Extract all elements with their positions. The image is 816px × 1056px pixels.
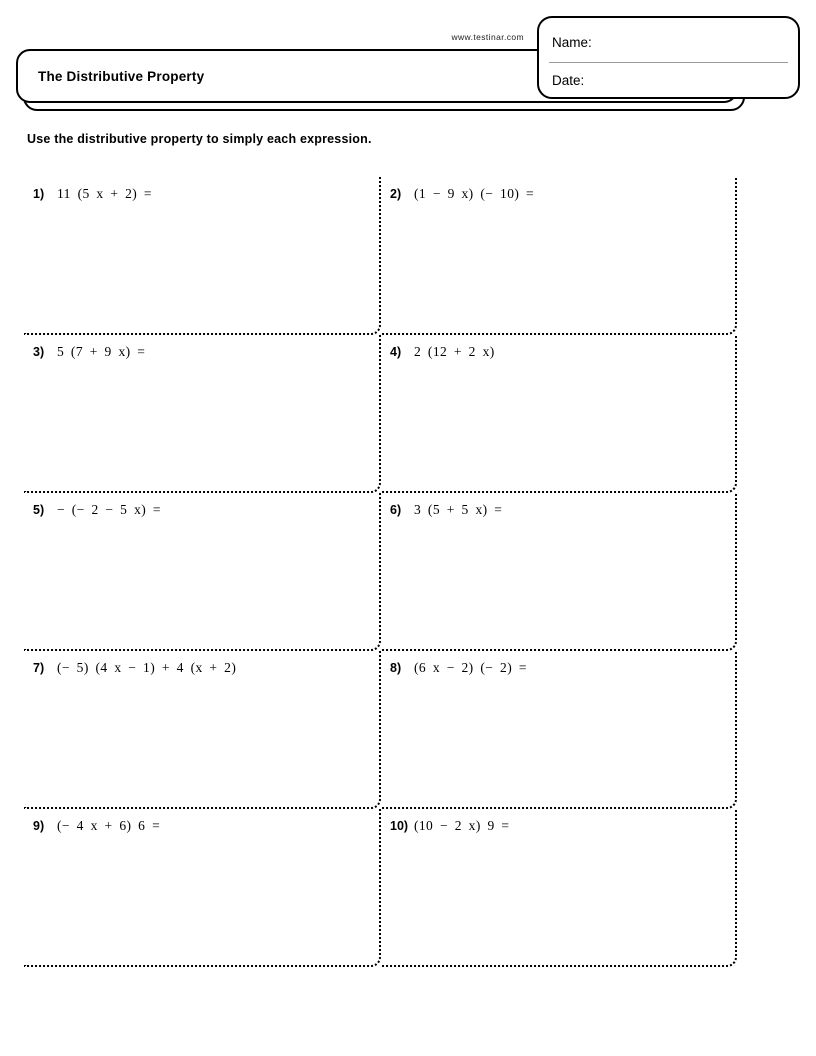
problem-expression: 3 (5 + 5 x) = — [414, 502, 503, 517]
problem-cell-1 — [24, 177, 381, 335]
problem-number: 7) — [33, 661, 45, 675]
name-label: Name: — [552, 35, 592, 50]
problem-expression: (− 4 x + 6) 6 = — [57, 818, 161, 833]
instruction-text: Use the distributive property to simply each expression. — [27, 132, 372, 146]
problem-cell-6 — [381, 493, 737, 651]
problem-number: 6) — [390, 503, 402, 517]
problem-expression: 5 (7 + 9 x) = — [57, 344, 146, 359]
problem-cell-7 — [24, 651, 381, 809]
problem-expression: (1 − 9 x) (− 10) = — [414, 186, 535, 201]
name-date-box — [537, 16, 800, 99]
problem-cell-10 — [381, 809, 737, 967]
problem-cell-4 — [381, 335, 737, 493]
website-url: www.testinar.com — [451, 32, 524, 42]
problem-number: 4) — [390, 345, 402, 359]
problem-number: 10) — [390, 819, 409, 833]
page-title: The Distributive Property — [38, 68, 205, 84]
problems-grid — [24, 177, 737, 967]
name-write-line — [549, 62, 788, 63]
problem-expression: 2 (12 + 2 x) — [414, 344, 495, 359]
problem-expression: − (− 2 − 5 x) = — [57, 502, 161, 517]
problem-cell-8 — [381, 651, 737, 809]
problem-number: 1) — [33, 187, 45, 201]
date-label: Date: — [552, 73, 585, 88]
problem-number: 9) — [33, 819, 45, 833]
problem-cell-5 — [24, 493, 381, 651]
problem-expression: (10 − 2 x) 9 = — [414, 818, 510, 833]
problem-cell-3 — [24, 335, 381, 493]
problem-number: 8) — [390, 661, 402, 675]
problem-cell-2 — [381, 177, 737, 335]
problem-cell-9 — [24, 809, 381, 967]
problem-number: 2) — [390, 187, 402, 201]
problem-number: 5) — [33, 503, 45, 517]
problem-expression: 11 (5 x + 2) = — [57, 186, 152, 201]
problem-number: 3) — [33, 345, 45, 359]
problem-expression: (6 x − 2) (− 2) = — [414, 660, 527, 675]
problem-expression: (− 5) (4 x − 1) + 4 (x + 2) — [57, 660, 237, 675]
